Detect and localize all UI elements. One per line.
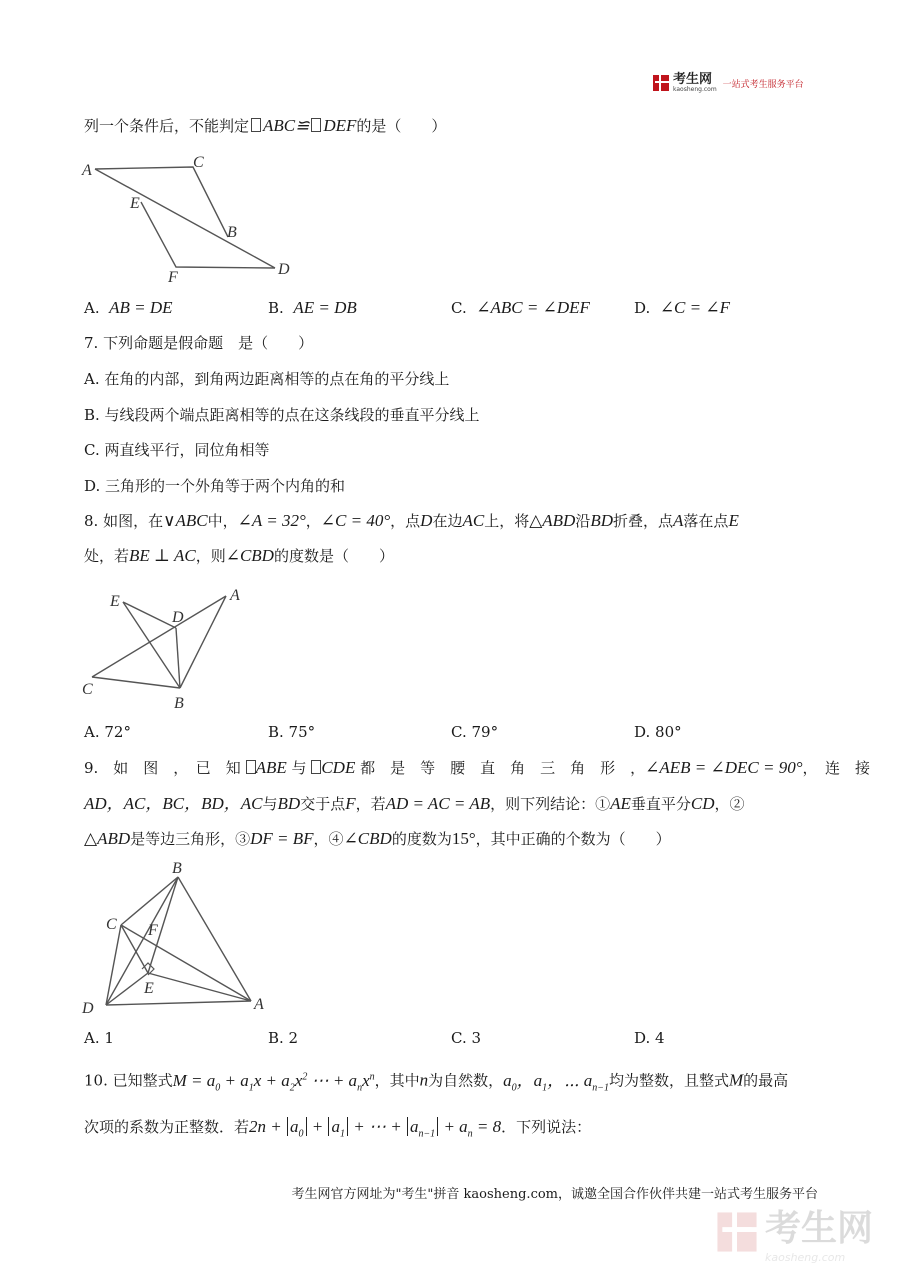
q8-stem-line1: [84, 511, 739, 531]
q7-option-d: D. 三角形的一个外角等于两个内角的和: [84, 477, 346, 495]
text: ，④: [313, 830, 344, 848]
q6-label-a: A: [82, 162, 92, 179]
q9-label-b: B: [172, 860, 182, 877]
math: ∠CBD: [225, 546, 274, 565]
q6-stem-math2: DEF: [323, 116, 357, 135]
q8-figure: [78, 584, 258, 714]
q6-option-d: [634, 298, 730, 318]
math: △ABD: [84, 829, 131, 848]
math: ∠AEB = ∠DEC = 90°: [645, 758, 803, 777]
math: AC: [462, 511, 485, 530]
q8-label-a: A: [230, 587, 240, 604]
triangle-placeholder-icon: [251, 118, 261, 132]
math: = 8: [476, 1117, 502, 1136]
option-math: AE = DB: [293, 298, 357, 317]
footer-text: 考生网官方网址为"考生"拼音 kaosheng.com，诚邀全国合作伙伴共建一站式考生服务平台: [291, 1187, 818, 1202]
text: 垂直平分: [630, 795, 691, 813]
q9-label-a: A: [254, 996, 264, 1013]
math: △ABD: [529, 511, 576, 530]
q6-option-c: [451, 298, 590, 318]
q6-option-a: [84, 298, 173, 318]
q8-label-b: B: [174, 695, 184, 712]
q9-label-e: E: [144, 980, 154, 997]
triangle-placeholder-icon: [311, 118, 321, 132]
option-math: ∠ABC = ∠DEF: [476, 298, 590, 317]
text: 折叠，点: [613, 512, 674, 530]
math: CDE: [321, 758, 356, 777]
text: 的度数为: [391, 830, 452, 848]
option-math: ∠C = ∠F: [659, 298, 730, 317]
q9-line-ca: [121, 925, 251, 1001]
text: ，则下列结论：①: [490, 795, 611, 813]
text: 次项的系数为正整数．若: [84, 1118, 250, 1136]
math: D: [420, 511, 433, 530]
text: ，则: [195, 547, 226, 565]
q6-label-f: F: [168, 269, 178, 286]
q8-option-d: D. 80°: [634, 723, 682, 741]
q6-stem-math: ABC≌: [263, 116, 310, 135]
q9-stem-line1: [84, 758, 870, 778]
text: ，: [305, 512, 321, 530]
text: 处，若: [84, 547, 130, 565]
option-key: C.: [451, 299, 467, 317]
q6-figure: [78, 150, 308, 290]
q6-line-ad: [95, 169, 275, 268]
q9-option-b: B. 2: [268, 1029, 299, 1047]
math: AE: [610, 794, 631, 813]
text: ．下列说法：: [501, 1118, 592, 1136]
q8-line-db: [176, 628, 180, 688]
q6-stem-text: 列一个条件后，不能判定: [84, 117, 250, 135]
q6-stem: [84, 116, 446, 136]
logo-slogan: 一站式考生服务平台: [722, 79, 804, 90]
math: F: [345, 794, 356, 813]
math: CD: [690, 794, 715, 813]
math: n: [419, 1070, 429, 1090]
triangle-placeholder-icon: [311, 760, 321, 774]
q6-label-e: E: [130, 195, 140, 212]
q10-coefficients: $a_0$，$a_1$，⋯ $a_{n-1}$: [503, 1070, 609, 1094]
q9-line-de: [106, 973, 148, 1005]
option-key: A.: [84, 299, 100, 317]
q7-option-a: A. 在角的内部，到角两边距离相等的点在角的平分线上: [84, 370, 450, 388]
q9-line-ba: [178, 877, 251, 1001]
q7-option-b: B. 与线段两个端点距离相等的点在这条线段的垂直平分线上: [84, 406, 480, 424]
q6-label-c: C: [193, 154, 204, 171]
q9-option-d: D. 4: [634, 1029, 665, 1047]
math: ∠CBD: [343, 829, 392, 848]
q10-stem-line1: [84, 1067, 788, 1098]
text: 沿: [575, 512, 591, 530]
q10-condition: $2n + a_0 + a_1$ + ⋯ + $a_{n-1} + a_n = 8$: [249, 1117, 502, 1140]
q8-option-b: B. 75°: [268, 723, 316, 741]
text: 交于点: [300, 795, 346, 813]
text: 与: [291, 759, 307, 777]
text: 的最高: [743, 1071, 789, 1090]
text: 9. 如 图 ， 已 知: [84, 759, 241, 777]
q6-line-efd: [141, 202, 275, 268]
q9-line-bc: [121, 877, 178, 925]
math: 15°: [451, 829, 476, 848]
math: DF = BF: [250, 829, 314, 848]
q6-stem-end: 的是（ ）: [356, 117, 447, 135]
watermark-logo-icon: [715, 1210, 759, 1254]
text: ，其中: [374, 1071, 420, 1090]
text: 与: [262, 795, 278, 813]
site-logo: [652, 72, 804, 94]
q7-option-c: C. 两直线平行，同位角相等: [84, 441, 270, 459]
text: 均为整数，且整式: [608, 1071, 729, 1090]
q8-option-a: A. 72°: [84, 723, 131, 741]
text: ，点: [390, 512, 421, 530]
q9-stem-line2: [84, 794, 745, 814]
math: M = a: [172, 1070, 216, 1090]
q8-label-e: E: [110, 593, 120, 610]
logo-site: kaosheng.com: [673, 86, 717, 93]
q8-option-c: C. 79°: [451, 723, 499, 741]
q8-line-cb: [92, 677, 180, 688]
math: E: [728, 511, 739, 530]
q10-polynomial: $M = a_0 + a_1x + a_2x^2$ ⋯ + $a_nx^n$: [172, 1070, 375, 1094]
text: ，②: [714, 795, 745, 813]
text: 是等边三角形，③: [130, 830, 251, 848]
math: AD = AC = AB: [385, 794, 491, 813]
option-key: B.: [268, 299, 284, 317]
q8-label-d: D: [172, 609, 184, 626]
text: 8. 如图，在: [84, 512, 164, 530]
watermark: [715, 1200, 873, 1264]
text: ， 连 接: [802, 759, 871, 777]
q9-option-a: A. 1: [84, 1029, 114, 1047]
logo-mark-icon: [652, 74, 670, 92]
q9-line-da: [106, 1001, 251, 1005]
math: BE ⊥ AC: [129, 546, 196, 565]
math: ∠A = 32°: [237, 511, 306, 530]
q6-label-d: D: [278, 261, 290, 278]
triangle-placeholder-icon: [246, 760, 256, 774]
logo-name: 考生网: [673, 72, 713, 87]
math: BD: [590, 511, 614, 530]
q6-line-acb: [95, 167, 228, 237]
text: 都 是 等 腰 直 角 三 角 形 ，: [360, 759, 646, 777]
q9-label-c: C: [106, 916, 117, 933]
text: 的度数是（ ）: [273, 547, 394, 565]
option-key: D.: [634, 299, 651, 317]
watermark-text: 考生网: [765, 1208, 874, 1249]
q6-label-b: B: [227, 224, 237, 241]
q9-line-bd: [106, 877, 178, 1005]
q8-label-c: C: [82, 681, 93, 698]
text: 在边: [432, 512, 463, 530]
q9-label-d: D: [82, 1000, 94, 1017]
text: 上，将: [484, 512, 530, 530]
text: 10. 已知整式: [84, 1071, 173, 1090]
math: ∨ABC: [163, 511, 208, 530]
q7-stem: 7. 下列命题是假命题 是（ ）: [84, 334, 314, 352]
q9-label-f: F: [148, 922, 158, 939]
math: ABE: [255, 758, 287, 777]
text: ，其中正确的个数为（ ）: [475, 830, 671, 848]
text: 落在点: [683, 512, 729, 530]
option-math: AB = DE: [109, 298, 173, 317]
watermark-site: kaosheng.com: [765, 1251, 846, 1264]
text: 中，: [207, 512, 238, 530]
q10-stem-line2: [84, 1117, 591, 1144]
q9-stem-line3: [84, 829, 671, 849]
q8-stem-line2: [84, 546, 394, 566]
text: ，若: [355, 795, 386, 813]
q9-option-c: C. 3: [451, 1029, 482, 1047]
math: M: [728, 1070, 744, 1090]
q9-line-ea: [148, 973, 251, 1001]
math: ∠C = 40°: [320, 511, 391, 530]
text: 为自然数，: [428, 1071, 504, 1090]
q9-figure: [76, 855, 276, 1020]
math: A: [673, 511, 684, 530]
math: BD: [277, 794, 301, 813]
q6-option-b: [268, 298, 357, 318]
math: AD，AC，BC，BD，AC: [84, 794, 263, 813]
